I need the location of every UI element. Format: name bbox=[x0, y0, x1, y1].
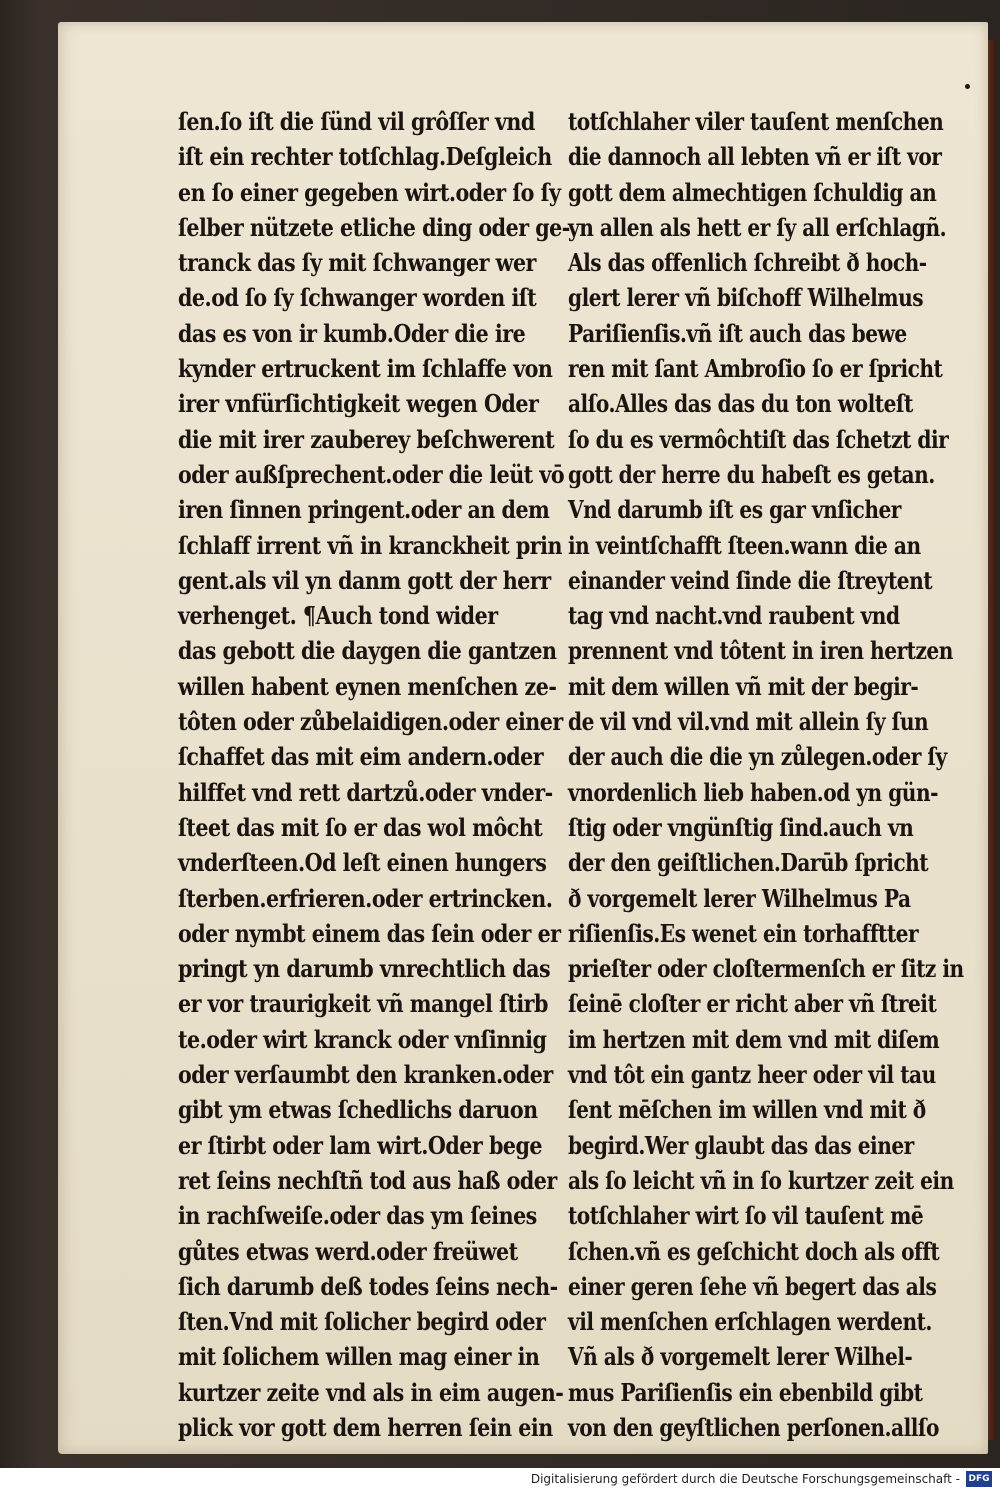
text-line: Vnd darumb iſt es gar vnſicher bbox=[568, 495, 901, 525]
text-line: Pariſienſis.vñ iſt auch das bewe bbox=[568, 318, 907, 348]
text-line: en ſo einer gegeben wirt.oder ſo ſy bbox=[178, 177, 561, 207]
text-line: er vor traurigkeit vñ mangel ſtirb bbox=[178, 989, 548, 1019]
text-line: der auch die die yn zůlegen.oder ſy bbox=[568, 742, 947, 772]
text-line: tag vnd nacht.vnd raubent vnd bbox=[568, 601, 900, 631]
text-line: riſienſis.Es wenet ein torhafftter bbox=[568, 918, 919, 948]
text-line: Als das offenlich ſchreibt ð hoch- bbox=[568, 248, 927, 278]
text-line: totſchlaher viler tauſent menſchen bbox=[568, 107, 944, 136]
text-line: tranck das ſy mit ſchwanger wer bbox=[178, 248, 536, 278]
text-line: prieſter oder cloſtermenſch er ſitz in bbox=[568, 954, 964, 984]
right-text-column bbox=[568, 104, 964, 1445]
text-line: de vil vnd vil.vnd mit allein ſy ſun bbox=[568, 707, 929, 737]
text-line: kurtzer zeite vnd als in eim augen- bbox=[178, 1377, 564, 1407]
text-line: hilffet vnd rett dartzů.oder vnder- bbox=[178, 777, 553, 807]
text-line: ſchen.vñ es geſchicht doch als offt bbox=[568, 1236, 940, 1266]
text-line: mit dem willen vñ mit der begir- bbox=[568, 671, 919, 701]
text-line: oder verſaumbt den kranken.oder bbox=[178, 1060, 553, 1090]
text-line: vil menſchen erſchlagen werdent. bbox=[568, 1307, 932, 1337]
text-line: willen habent eynen menſchen ze- bbox=[178, 671, 557, 701]
book-edge bbox=[988, 40, 996, 1440]
text-line: der den geiſtlichen.Darūb ſpricht bbox=[568, 848, 929, 878]
text-line: ſterben.erfrieren.oder ertrincken. bbox=[178, 883, 553, 913]
text-line: das es von ir kumb.Oder die ire bbox=[178, 318, 526, 348]
text-line: irer vnfürſichtigkeit wegen Oder bbox=[178, 389, 539, 419]
text-line: ſen.ſo iſt die ſünd vil grôſſer vnd bbox=[178, 107, 535, 136]
text-line: plick vor gott dem herren ſein ein bbox=[178, 1412, 553, 1442]
text-line: von den geyſtlichen perſonen.allſo bbox=[568, 1412, 940, 1442]
text-line: mit ſolichem willen mag einer in bbox=[178, 1342, 540, 1372]
text-line: in rachſweiſe.oder das ym ſeines bbox=[178, 1201, 537, 1231]
text-line: vnd tôt ein gantz heer oder vil tau bbox=[568, 1060, 936, 1090]
text-line: pringt yn darumb vnrechtlich das bbox=[178, 954, 551, 984]
text-line: ſelber nützete etliche ding oder ge- bbox=[178, 212, 570, 242]
text-line: die dannoch all lebten vñ er iſt vor bbox=[568, 142, 942, 172]
text-line: prennent vnd tôtent in iren hertzen bbox=[568, 636, 953, 666]
text-line: ð vorgemelt lerer Wilhelmus Pa bbox=[568, 883, 911, 913]
text-line: ren mit ſant Ambroſio ſo er ſpricht bbox=[568, 354, 943, 384]
text-line: ſo du es vermôchtiſt das ſchetzt dir bbox=[568, 424, 949, 454]
text-line: tôten oder zůbelaidigen.oder einer bbox=[178, 707, 563, 737]
dfg-logo: DFG bbox=[966, 1471, 992, 1487]
text-line: oder nymbt einem das ſein oder er bbox=[178, 918, 561, 948]
text-line: vnderſteen.Od leſt einen hungers bbox=[178, 848, 547, 878]
text-line: vnordenlich lieb haben.od yn gün- bbox=[568, 777, 938, 807]
text-line: Vñ als ð vorgemelt lerer Wilhel- bbox=[568, 1342, 913, 1372]
text-line: das gebott die daygen die gantzen bbox=[178, 636, 557, 666]
text-line: ſteet das mit ſo er das wol môcht bbox=[178, 812, 543, 842]
text-line: ſtig oder vngünſtig ſind.auch vn bbox=[568, 812, 914, 842]
text-line: ſchlaff irrent vñ in kranckheit prin bbox=[178, 530, 562, 560]
text-line: iſt ein rechter totſchlag.Deſgleich bbox=[178, 142, 552, 172]
text-line: te.oder wirt kranck oder vnſinnig bbox=[178, 1024, 547, 1054]
text-line: yn allen als hett er ſy all erſchlagñ. bbox=[568, 212, 947, 242]
text-line: ſeinē cloſter er richt aber vñ ſtreit bbox=[568, 989, 937, 1019]
text-line: ſten.Vnd mit ſolicher begird oder bbox=[178, 1307, 546, 1337]
text-line: ſich darumb deß todes ſeins nech- bbox=[178, 1271, 558, 1301]
text-line: kynder ertruckent im ſchlaffe von bbox=[178, 354, 553, 384]
text-line: alſo.Alles das das du ton wolteſt bbox=[568, 389, 913, 419]
text-line: ſent mēſchen im willen vnd mit ð bbox=[568, 1095, 926, 1125]
text-line: begird.Wer glaubt das das einer bbox=[568, 1130, 914, 1160]
text-line: als ſo leicht vñ in ſo kurtzer zeit ein bbox=[568, 1165, 954, 1195]
page-mark bbox=[965, 84, 970, 89]
text-line: einander veind ſinde die ſtreytent bbox=[568, 565, 933, 595]
text-line: glert lerer vñ biſchoff Wilhelmus bbox=[568, 283, 924, 313]
text-line: einer geren ſehe vñ begert das als bbox=[568, 1271, 937, 1301]
text-line: im hertzen mit dem vnd mit diſem bbox=[568, 1024, 940, 1054]
text-line: gott dem almechtigen ſchuldig an bbox=[568, 177, 937, 207]
text-line: iren ſinnen pringent.oder an dem bbox=[178, 495, 550, 525]
text-line: gott der herre du habeſt es getan. bbox=[568, 459, 935, 489]
text-line: die mit irer zauberey beſchwerent bbox=[178, 424, 555, 454]
text-line: gůtes etwas werd.oder freüwet bbox=[178, 1236, 518, 1266]
text-line: mus Pariſienſis ein ebenbild gibt bbox=[568, 1377, 923, 1407]
text-line: oder außſprechent.oder die leüt vō bbox=[178, 459, 565, 489]
text-line: gent.als vil yn danm gott der herr bbox=[178, 565, 551, 595]
footer-bar bbox=[0, 1468, 1000, 1491]
text-line: de.od ſo ſy ſchwanger worden iſt bbox=[178, 283, 537, 313]
funding-credit: Digitalisierung gefördert durch die Deutsche Forschungsgemeinschaft - bbox=[530, 1472, 960, 1486]
text-line: totſchlaher wirt ſo vil tauſent mē bbox=[568, 1201, 924, 1231]
text-line: verhenget. ¶Auch tond wider bbox=[178, 601, 498, 631]
left-text-column bbox=[178, 104, 570, 1445]
text-line: gibt ym etwas ſchedlichs daruon bbox=[178, 1095, 538, 1125]
text-line: ret ſeins nechſtñ tod aus haß oder bbox=[178, 1165, 557, 1195]
text-line: ſchaffet das mit eim andern.oder bbox=[178, 742, 544, 772]
text-line: er ſtirbt oder lam wirt.Oder bege bbox=[178, 1130, 543, 1160]
text-line: in veintſchafft ſteen.wann die an bbox=[568, 530, 921, 560]
